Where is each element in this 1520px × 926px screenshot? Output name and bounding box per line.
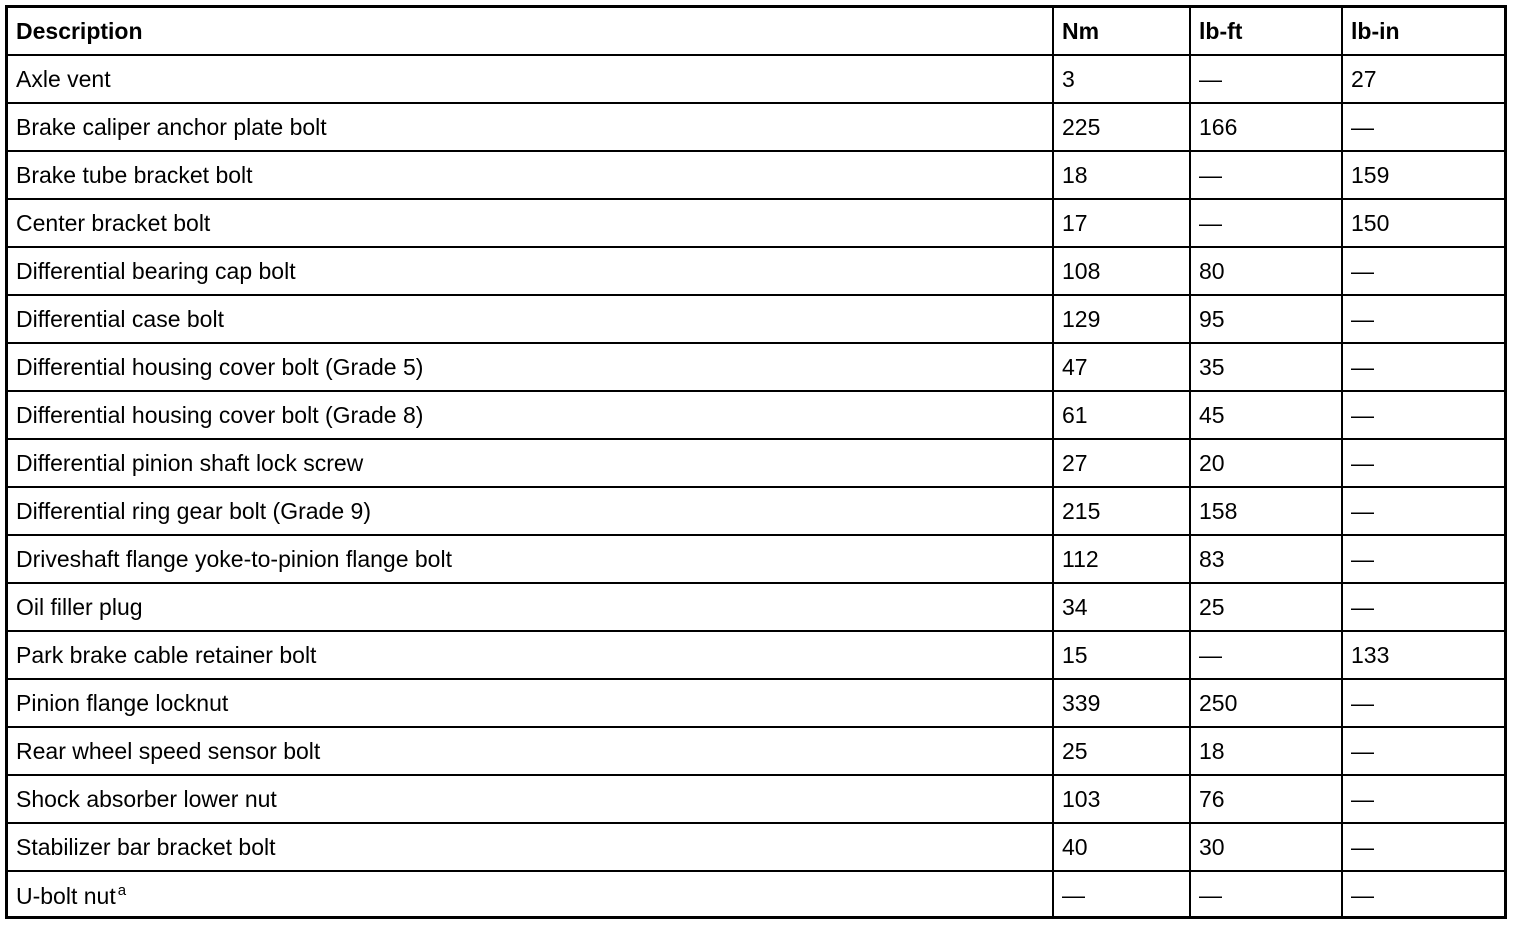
cell-lb-in: 133 [1342,631,1504,679]
cell-lb-ft: 83 [1190,535,1342,583]
table-header-row [8,8,1504,55]
cell-description [8,439,1053,487]
description-text: Differential case bolt [16,305,224,332]
cell-description [8,583,1053,631]
cell-lb-ft: — [1190,199,1342,247]
cell-description [8,679,1053,727]
cell-nm: 339 [1053,679,1190,727]
cell-lb-ft: — [1190,151,1342,199]
cell-nm: 129 [1053,295,1190,343]
cell-lb-in: — [1342,583,1504,631]
cell-description [8,487,1053,535]
cell-nm: 40 [1053,823,1190,871]
cell-nm: 61 [1053,391,1190,439]
cell-lb-in: — [1342,343,1504,391]
description-text: U-bolt nut [16,882,116,909]
cell-description [8,151,1053,199]
cell-nm: 215 [1053,487,1190,535]
cell-lb-in: — [1342,391,1504,439]
cell-nm: 25 [1053,727,1190,775]
cell-description [8,823,1053,871]
cell-nm: 47 [1053,343,1190,391]
cell-lb-in: — [1342,439,1504,487]
cell-description [8,199,1053,247]
cell-nm: 27 [1053,439,1190,487]
description-text: Park brake cable retainer bolt [16,641,317,668]
description-text: Pinion flange locknut [16,689,229,716]
torque-specifications-table [8,8,1504,918]
cell-lb-in: — [1342,679,1504,727]
header-nm: Nm [1053,8,1190,55]
cell-lb-ft: 18 [1190,727,1342,775]
cell-lb-ft: 35 [1190,343,1342,391]
cell-description [8,727,1053,775]
cell-nm: 18 [1053,151,1190,199]
description-text: Differential housing cover bolt (Grade 8) [16,401,424,428]
cell-lb-ft: 80 [1190,247,1342,295]
cell-lb-ft: 95 [1190,295,1342,343]
cell-description [8,247,1053,295]
table-body [8,55,1504,918]
cell-lb-ft: 30 [1190,823,1342,871]
table-row [8,583,1504,631]
table-row [8,247,1504,295]
cell-lb-ft: 166 [1190,103,1342,151]
cell-lb-ft: 45 [1190,391,1342,439]
cell-nm: 112 [1053,535,1190,583]
table-row [8,103,1504,151]
cell-nm: — [1053,871,1190,918]
cell-nm: 108 [1053,247,1190,295]
description-text: Stabilizer bar bracket bolt [16,833,276,860]
table-row [8,727,1504,775]
cell-lb-in: — [1342,535,1504,583]
cell-description [8,103,1053,151]
cell-lb-in: 150 [1342,199,1504,247]
cell-lb-in: — [1342,823,1504,871]
cell-lb-ft: — [1190,631,1342,679]
description-text: Differential housing cover bolt (Grade 5) [16,353,424,380]
description-text: Axle vent [16,65,111,92]
cell-lb-in: 27 [1342,55,1504,103]
cell-nm: 3 [1053,55,1190,103]
description-text: Center bracket bolt [16,209,211,236]
cell-description [8,631,1053,679]
description-text: Brake tube bracket bolt [16,161,253,188]
description-text: Shock absorber lower nut [16,785,277,812]
description-text: Brake caliper anchor plate bolt [16,113,327,140]
header-description: Description [8,8,1053,55]
footnote-marker: a [117,881,127,899]
table-row [8,679,1504,727]
cell-lb-in: — [1351,881,1374,908]
description-text: Oil filler plug [16,593,143,620]
cell-lb-in: — [1342,727,1504,775]
cell-description [8,871,1053,918]
description-text: Driveshaft flange yoke-to-pinion flange bolt [16,545,452,572]
table-row [8,391,1504,439]
cell-description [8,391,1053,439]
cell-description [8,535,1053,583]
table-row [8,871,1504,918]
description-text: Differential ring gear bolt (Grade 9) [16,497,371,524]
table-row [8,295,1504,343]
cell-lb-ft: 25 [1190,583,1342,631]
cell-lb-in: — [1342,247,1504,295]
cell-lb-ft: — [1190,871,1342,918]
description-text: Rear wheel speed sensor bolt [16,737,321,764]
cell-lb-in: — [1342,775,1504,823]
header-lb-in: lb-in [1342,8,1504,55]
cell-description [8,775,1053,823]
cell-lb-ft: — [1190,55,1342,103]
cell-description [8,55,1053,103]
cell-nm: 15 [1053,631,1190,679]
cell-description [8,343,1053,391]
cell-lb-in: — [1342,295,1504,343]
table-row [8,535,1504,583]
table-row [8,151,1504,199]
torque-specifications-table-frame [5,5,1507,919]
cell-lb-in: — [1342,103,1504,151]
table-row [8,199,1504,247]
cell-nm: 103 [1053,775,1190,823]
cell-lb-ft: 250 [1190,679,1342,727]
table-row [8,487,1504,535]
cell-lb-ft: 20 [1190,439,1342,487]
cell-nm: 34 [1053,583,1190,631]
header-lb-ft: lb-ft [1190,8,1342,55]
cell-nm: 17 [1053,199,1190,247]
cell-nm: 225 [1053,103,1190,151]
table-row [8,439,1504,487]
description-text: Differential bearing cap bolt [16,257,296,284]
table-row [8,343,1504,391]
table-row [8,631,1504,679]
table-row [8,55,1504,103]
table-row [8,775,1504,823]
cell-lb-ft: 158 [1190,487,1342,535]
table-row [8,823,1504,871]
cell-lb-in: — [1342,487,1504,535]
cell-lb-ft: 76 [1190,775,1342,823]
cell-lb-in: 159 [1342,151,1504,199]
cell-description [8,295,1053,343]
description-text: Differential pinion shaft lock screw [16,449,364,476]
